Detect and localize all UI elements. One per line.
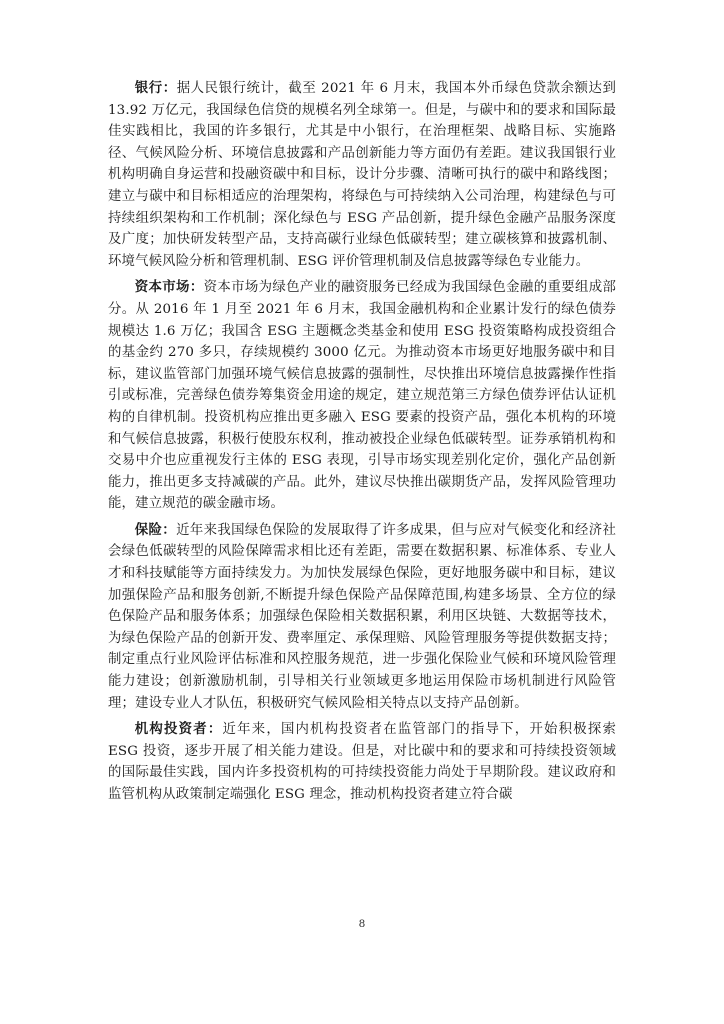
paragraph-heading: 机构投资者： bbox=[134, 721, 223, 738]
document-body bbox=[108, 78, 616, 811]
paragraph-insurance bbox=[108, 520, 616, 714]
paragraph-capital-market bbox=[108, 277, 616, 515]
paragraph-text: 近年来我国绿色保险的发展取得了许多成果，但与应对气候变化和经济社会绿色低碳转型的风险保障需求相比还有差距，需要在数据积累、标准体系、专业人才和科技赋能等方面持续发力。为加快发展绿色保险，更好地服务碳中和目标，建议加强保险产品和服务创新,不断提升绿色保险产品保障范围,构建多场景、全方位的绿色保险产品和服务体系；加强绿色保险相关数据积累，利用区块链、大数据等技术，为绿色保险产品的创新开发、费率厘定、承保理赔、风险管理服务等提供数据支持；制定重点行业风险评估标准和风控服务规范，进一步强化保险业气候和环境风险管理能力建设；创新激励机制，引导相关行业领域更多地运用保险市场机制进行风险管理；建设专业人才队伍，积极研究气候风险相关特点以支持产品创新。 bbox=[108, 522, 616, 711]
paragraph-text: 近年来，国内机构投资者在监管部门的指导下，开始积极探索 ESG 投资，逐步开展了相关能力建设。但是，对比碳中和的要求和可持续投资领域的国际最佳实践，国内许多投资机构的可持续投资能力尚处于早期阶段。建议政府和监管机构从政策制定端强化 ESG 理念，推动机构投资者建立符合碳 bbox=[108, 722, 616, 802]
paragraph-text: 资本市场为绿色产业的融资服务已经成为我国绿色金融的重要组成部分。从 2016 年 1 月至 2021 年 6 月末，我国金融机构和企业累计发行的绿色债券规模达 1.6 万亿；我国含 ESG 主题概念类基金和使用 ESG 投资策略构成投资组合的基金约 270 多只，存续规模约 3000 亿元。为推动资本市场更好地服务碳中和目标，建议监管部门加强环境气候信息披露的强制性，尽快推出环境信息披露操作性指引或标准，完善绿色债券筹集资金用途的规定，建立规范第三方绿色债券评估认证机构的自律机制。投资机构应推出更多融入 ESG 要素的投资产品，强化本机构的环境和气候信息披露，积极行使股东权利，推动被投企业绿色低碳转型。证券承销机构和交易中介也应重视发行主体的 ESG 表现，引导市场实现差别化定价，强化产品创新能力，推出更多支持减碳的产品。此外，建议尽快推出碳期货产品，发挥风险管理功能，建立规范的碳金融市场。 bbox=[108, 280, 617, 512]
paragraph-institutional-investors bbox=[108, 719, 616, 805]
paragraph-heading: 资本市场： bbox=[134, 279, 204, 296]
paragraph-text: 据人民银行统计，截至 2021 年 6 月末，我国本外币绿色贷款余额达到 13.92 万亿元，我国绿色信贷的规模名列全球第一。但是，与碳中和的要求和国际最佳实践相比，我国的许多银行，尤其是中小银行，在治理框架、战略目标、实施路径、气候风险分析、环境信息披露和产品创新能力等方面仍有差距。建议我国银行业机构明确自身运营和投融资碳中和目标，设计分步骤、清晰可执行的碳中和路线图；建立与碳中和目标相适应的治理架构，将绿色与可持续纳入公司治理，构建绿色与可持续组织架构和工作机制；深化绿色与 ESG 产品创新，提升绿色金融产品服务深度及广度；加快研发转型产品，支持高碳行业绿色低碳转型；建立碳核算和披露机制、环境气候风险分析和管理机制、ESG 评价管理机制及信息披露等绿色专业能力。 bbox=[108, 81, 616, 269]
paragraph-heading: 保险： bbox=[134, 521, 177, 538]
page-number: 8 bbox=[358, 918, 366, 930]
paragraph-heading: 银行： bbox=[134, 80, 177, 96]
paragraph-banking bbox=[108, 78, 616, 272]
